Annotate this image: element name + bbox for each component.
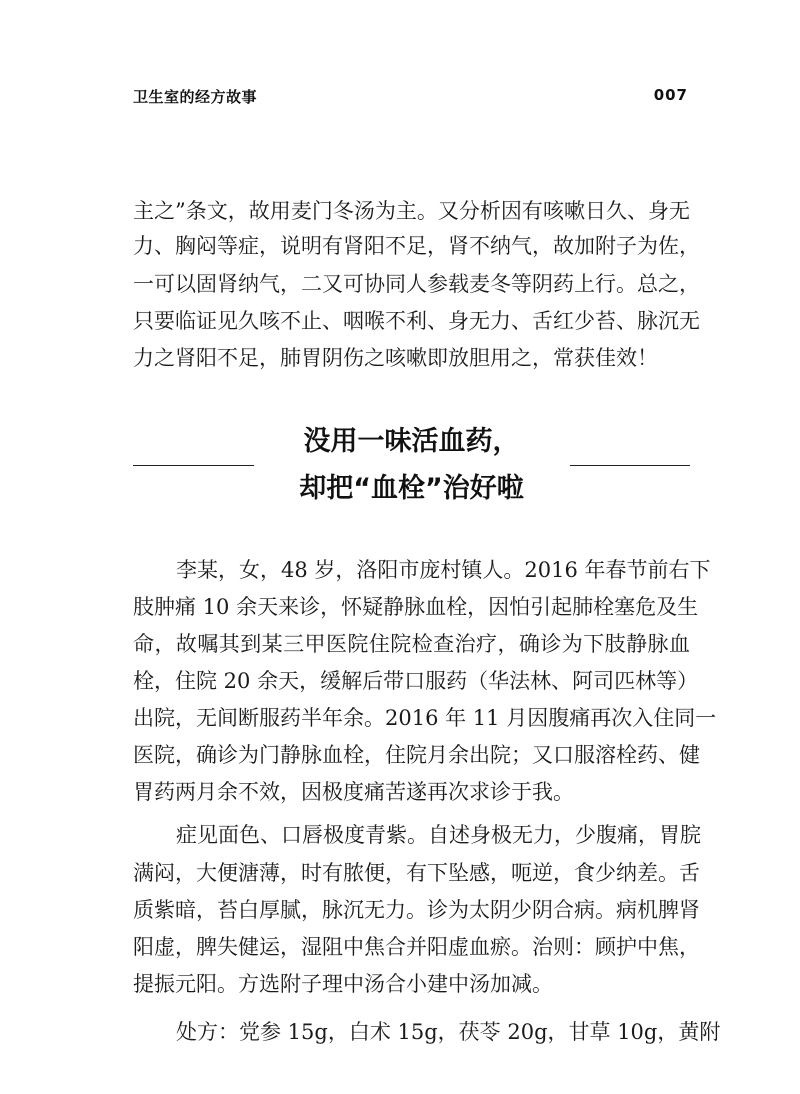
intro-line-1: 主之”条文，故用麦门冬汤为主。又分析因有咳嗽日久、身无 — [133, 199, 690, 223]
symptom-line-3: 质紫暗，苔白厚腻，脉沉无力。诊为太阴少阴合病。病机脾肾 — [133, 898, 700, 922]
intro-line-4: 只要临证见久咳不止、咽喉不利、身无力、舌红少苔、脉沉无 — [133, 309, 700, 333]
running-head — [133, 86, 688, 108]
case-line-5: 出院，无间断服药半年余。2016 年 11 月因腹痛再次入住同一 — [133, 706, 717, 730]
title-rule-right — [570, 465, 690, 466]
symptom-line-5: 提振元阳。方选附子理中汤合小建中汤加减。 — [133, 972, 553, 996]
case-line-3: 命，故嘱其到某三甲医院住院检查治疗，确诊为下肢静脉血 — [133, 632, 690, 656]
case-line-7: 胃药两月余不效，因极度痛苦遂再次求诊于我。 — [133, 780, 574, 804]
section-title-line-1: 没用一味活血药， — [303, 426, 520, 457]
book-title: 卫生室的经方故事 — [133, 88, 258, 106]
prescription-line: 处方：党参 15g，白术 15g，茯苓 20g，甘草 10g，黄附 — [176, 1020, 721, 1044]
intro-line-3: 一可以固肾纳气，二又可协同人参载麦冬等阴药上行。总之， — [133, 272, 700, 296]
intro-line-5: 力之肾阳不足，肺胃阴伤之咳嗽即放胆用之，常获佳效！ — [133, 346, 658, 370]
case-line-6: 医院，确诊为门静脉血栓，住院月余出院；又口服溶栓药、健 — [133, 743, 700, 767]
symptom-line-4: 阳虚，脾失健运，湿阻中焦合并阳虚血瘀。治则：顾护中焦， — [133, 935, 700, 959]
symptom-line-2: 满闷，大便溏薄，时有脓便，有下坠感，呃逆，食少纳差。舌 — [133, 861, 700, 885]
symptom-line-1: 症见面色、口唇极度青紫。自述身极无力，少腹痛，胃脘 — [176, 823, 701, 847]
intro-line-2: 力、胸闷等症，说明有肾阳不足，肾不纳气，故加附子为佐， — [133, 234, 700, 258]
page-number: 007 — [653, 86, 688, 104]
title-rule-left — [133, 465, 254, 466]
case-line-1: 李某，女，48 岁，洛阳市庞村镇人。2016 年春节前右下 — [176, 558, 711, 582]
case-line-2: 肢肿痛 10 余天来诊，怀疑静脉血栓，因怕引起肺栓塞危及生 — [133, 595, 699, 619]
section-title-line-2: 却把“血栓”治好啦 — [299, 473, 524, 504]
case-line-4: 栓，住院 20 余天，缓解后带口服药（华法林、阿司匹林等） — [133, 669, 699, 693]
